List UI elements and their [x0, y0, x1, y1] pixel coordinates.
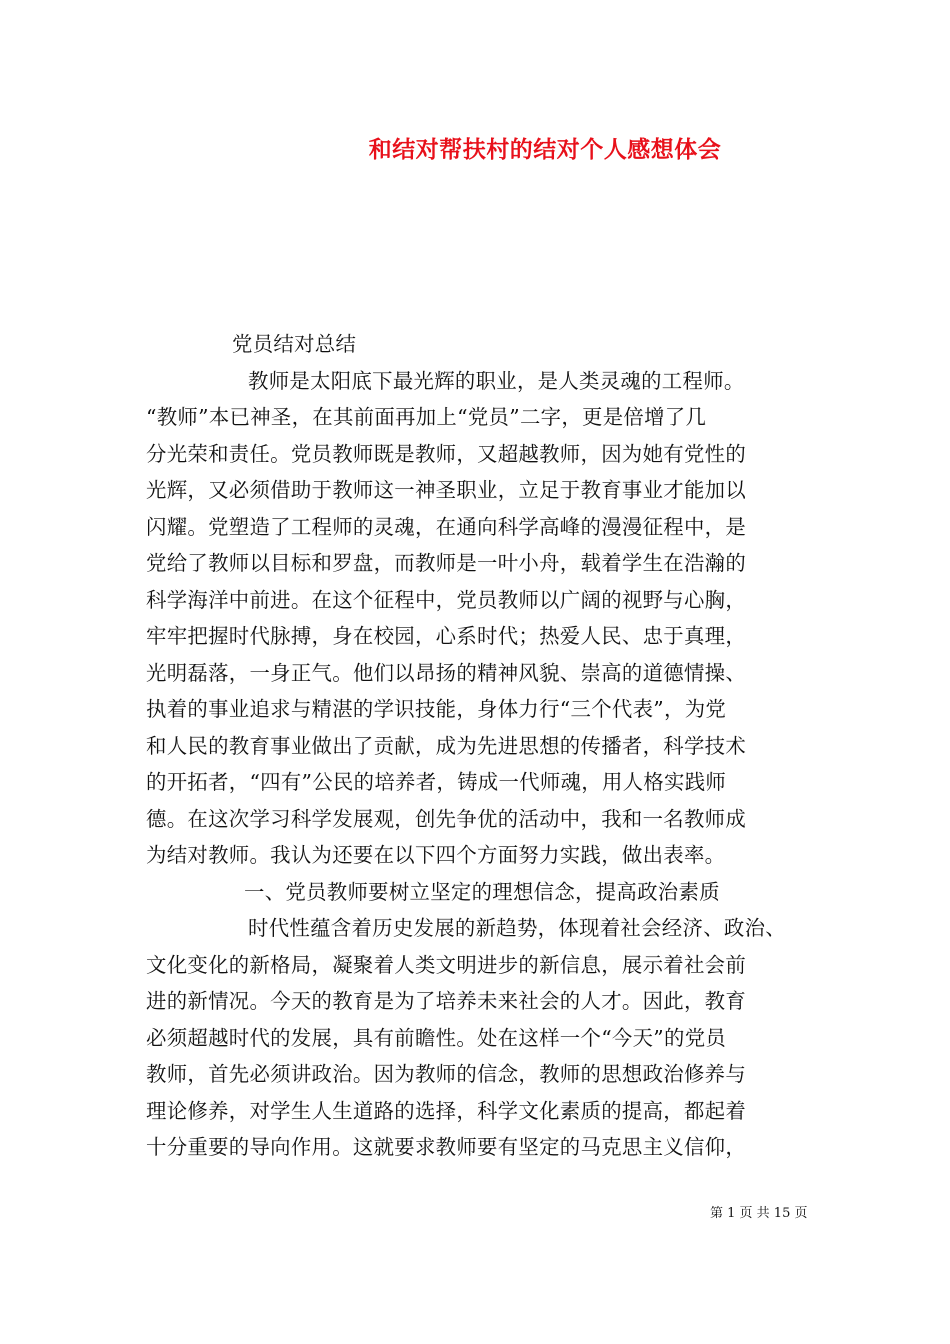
paragraph-line: 光辉，又必须借助于教师这一神圣职业，立足于教育事业才能加以 [146, 478, 747, 502]
paragraph-line: “教师”本已神圣，在其前面再加上“党员”二字，更是倍增了几 [146, 405, 707, 429]
section-subtitle: 党员结对总结 [232, 332, 357, 356]
paragraph-line: 教师，首先必须讲政治。因为教师的信念，教师的思想政治修养与 [146, 1062, 747, 1086]
document-title: 和结对帮扶村的结对个人感想体会 [368, 136, 722, 163]
paragraph-2 [146, 910, 826, 1166]
paragraph-line: 党给了教师以目标和罗盘，而教师是一叶小舟，载着学生在浩瀚的 [146, 551, 747, 575]
paragraph-line: 和人民的教育事业做出了贡献，成为先进思想的传播者，科学技术 [146, 733, 747, 758]
paragraph-line: 理论修养，对学生人生道路的选择，科学文化素质的提高，都起着 [146, 1098, 747, 1123]
paragraph-line: 德。在这次学习科学发展观，创先争优的活动中，我和一名教师成 [146, 806, 747, 831]
paragraph-line: 进的新情况。今天的教育是为了培养未来社会的人才。因此，教育 [146, 989, 747, 1013]
paragraph-1 [146, 363, 826, 874]
paragraph-line: 十分重要的导向作用。这就要求教师要有坚定的马克思主义信仰， [146, 1135, 747, 1159]
page-number-footer: 第 1 页 共 15 页 [710, 1206, 808, 1221]
section-heading-1: 一、党员教师要树立坚定的理想信念，提高政治素质 [244, 879, 720, 904]
paragraph-line: 牢牢把握时代脉搏，身在校园，心系时代；热爱人民、忠于真理， [146, 624, 747, 648]
paragraph-line: 科学海洋中前进。在这个征程中，党员教师以广阔的视野与心胸， [146, 587, 747, 612]
paragraph-line: 光明磊落，一身正气。他们以昂扬的精神风貌、崇高的道德情操、 [146, 660, 747, 685]
paragraph-line: 教师是太阳底下最光辉的职业，是人类灵魂的工程师。 [248, 368, 745, 393]
document-body [146, 326, 826, 1166]
paragraph-line: 为结对教师。我认为还要在以下四个方面努力实践，做出表率。 [146, 843, 726, 867]
paragraph-line: 文化变化的新格局，凝聚着人类文明进步的新信息，展示着社会前 [146, 952, 747, 977]
paragraph-line: 时代性蕴含着历史发展的新趋势，体现着社会经济、政治、 [248, 916, 786, 940]
paragraph-line: 的开拓者，“四有”公民的培养者，铸成一代师魂，用人格实践师 [146, 770, 727, 794]
paragraph-line: 分光荣和责任。党员教师既是教师，又超越教师，因为她有党性的 [146, 441, 747, 466]
paragraph-line: 执着的事业追求与精湛的学识技能，身体力行“三个代表”，为党 [146, 697, 727, 721]
paragraph-line: 必须超越时代的发展，具有前瞻性。处在这样一个“今天”的党员 [146, 1025, 727, 1050]
paragraph-line: 闪耀。党塑造了工程师的灵魂，在通向科学高峰的漫漫征程中，是 [146, 514, 747, 539]
